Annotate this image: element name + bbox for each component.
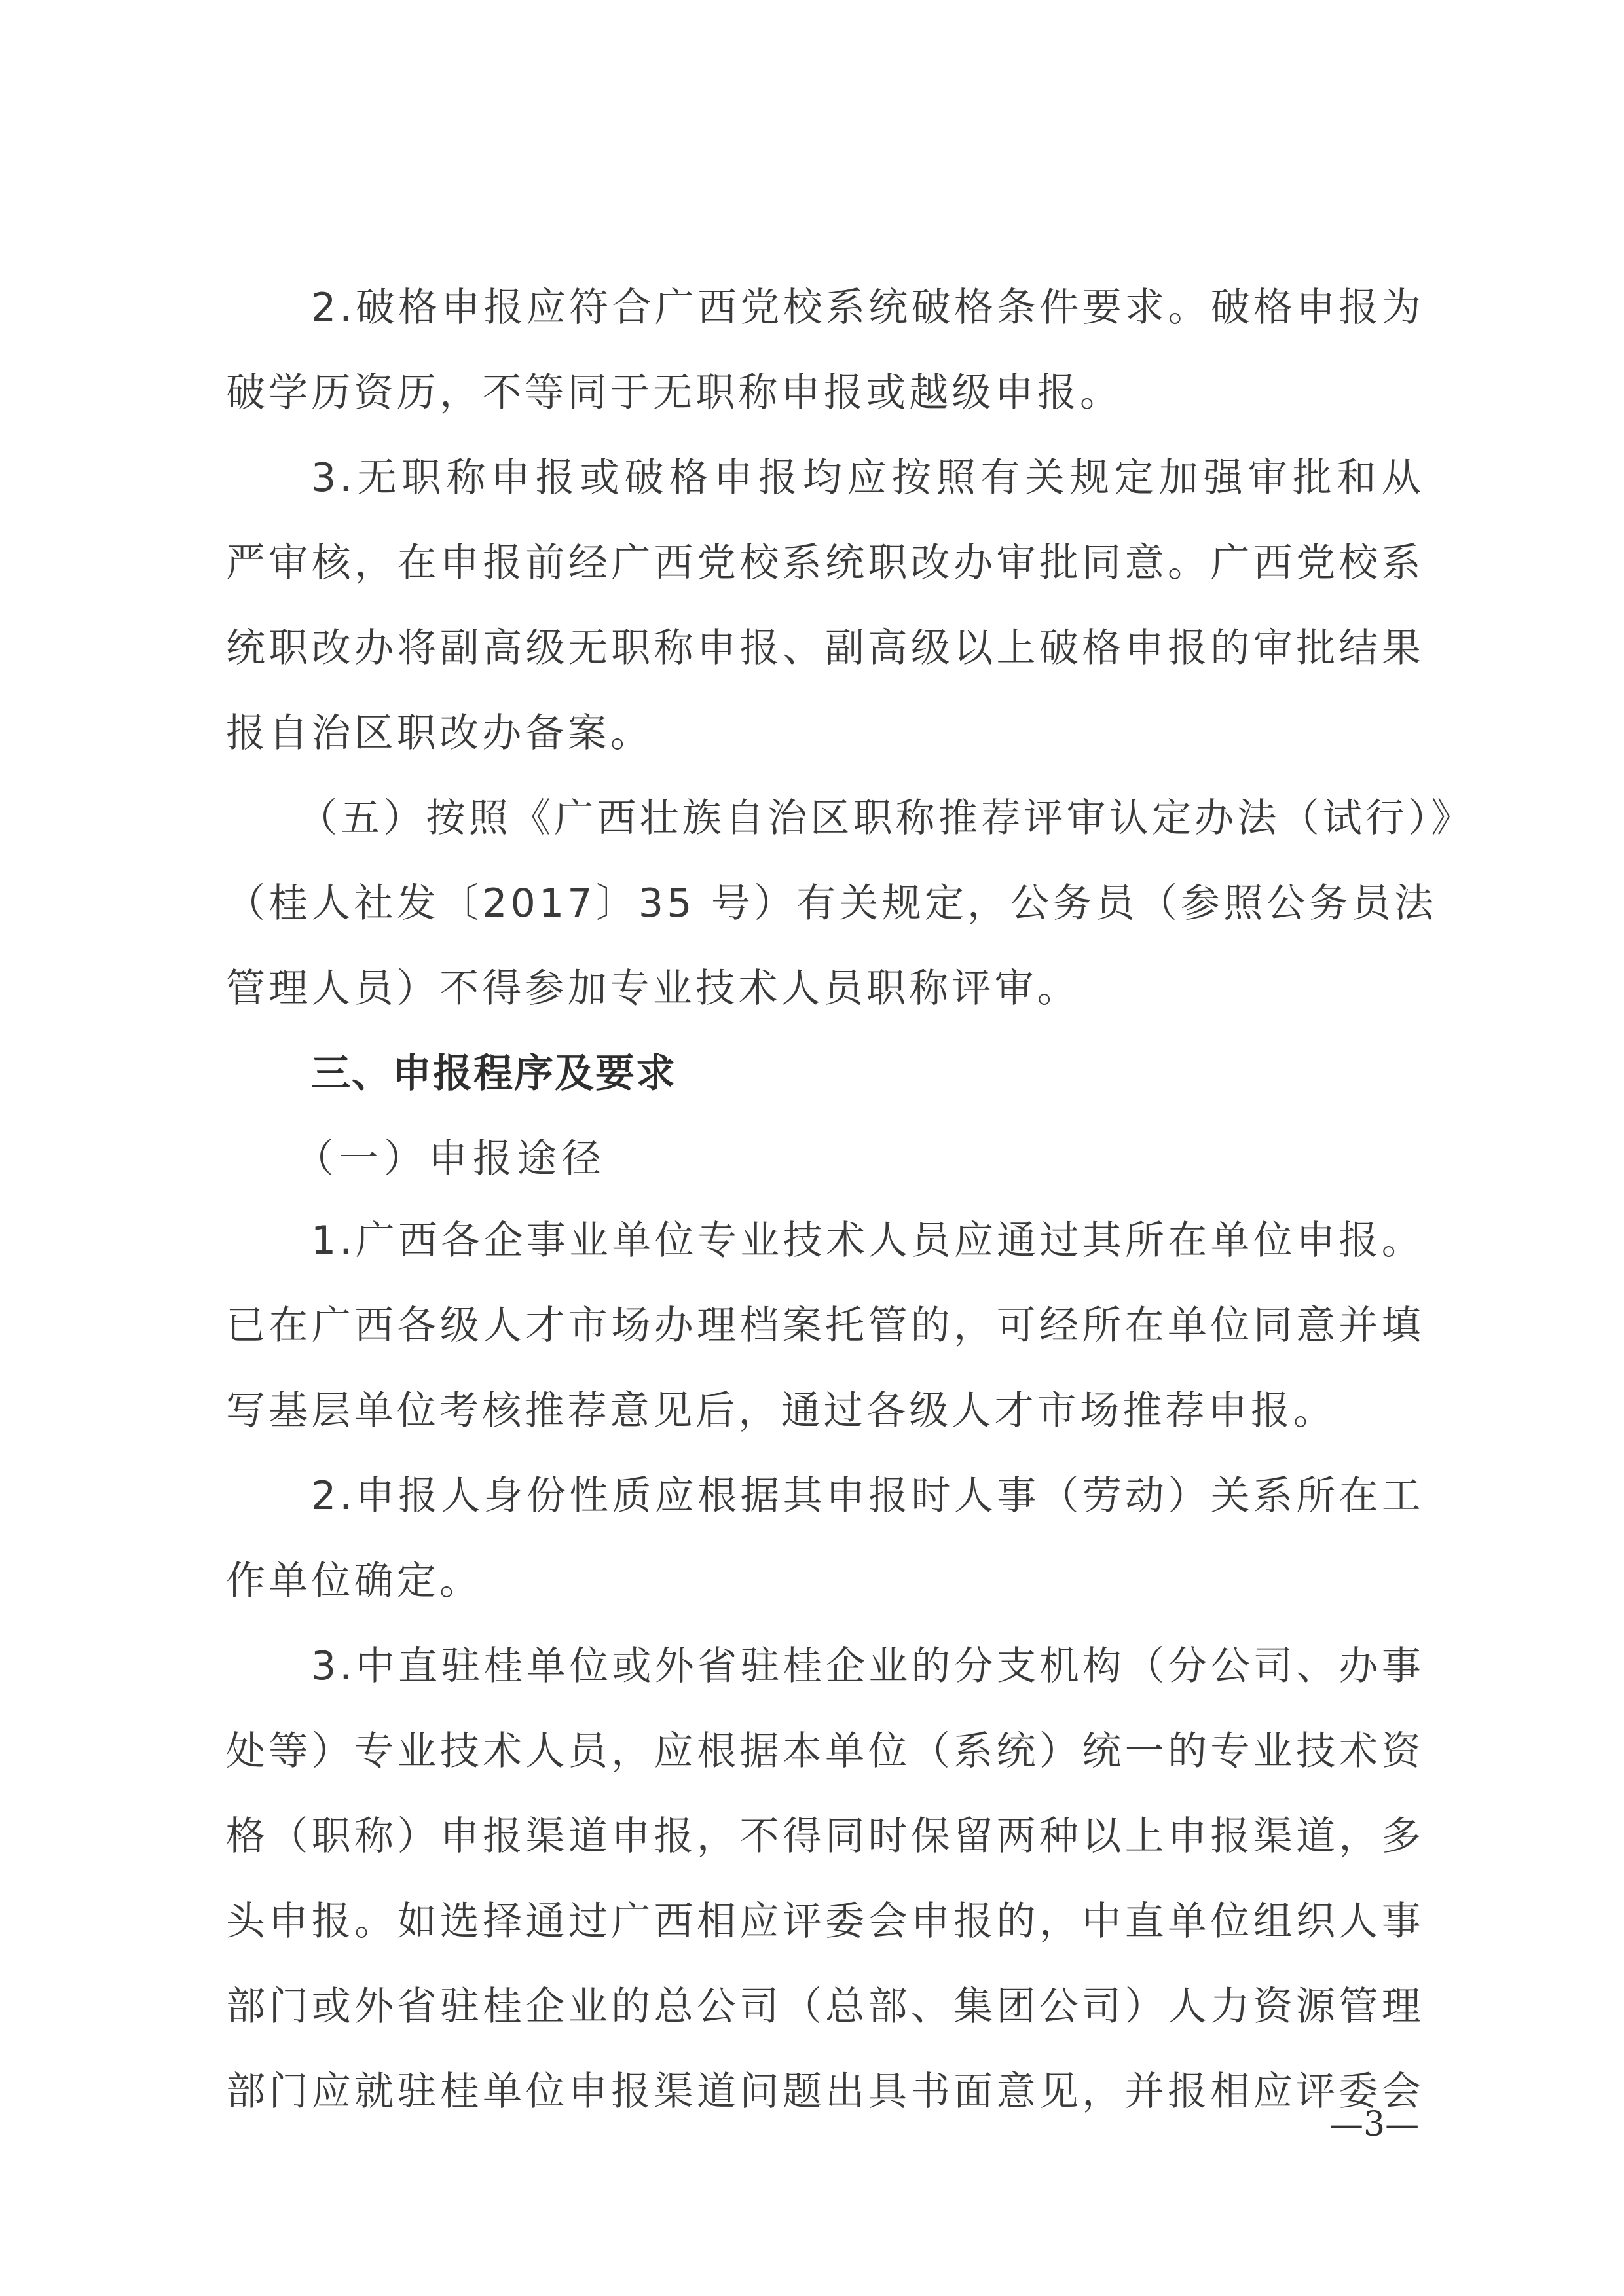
paragraph-line: （桂人社发〔2017〕35 号）有关规定，公务员（参照公务员法 <box>226 881 1437 926</box>
paragraph-line: 2.破格申报应符合广西党校系统破格条件要求。破格申报为 <box>311 285 1424 331</box>
paragraph-line: 管理人员）不得参加专业技术人员职称评审。 <box>226 966 1080 1011</box>
paragraph-line: 破学历资历，不等同于无职称申报或越级申报。 <box>226 370 1123 416</box>
page-number: —3— <box>1329 2105 1420 2144</box>
paragraph-line: 报自治区职改办备案。 <box>226 710 653 756</box>
paragraph-line: 写基层单位考核推荐意见后，通过各级人才市场推荐申报。 <box>226 1388 1337 1434</box>
paragraph-line: 统职改办将副高级无职称申报、副高级以上破格申报的审批结果 <box>226 625 1424 671</box>
paragraph-line: 处等）专业技术人员，应根据本单位（系统）统一的专业技术资 <box>226 1728 1424 1774</box>
paragraph-line: 格（职称）申报渠道申报，不得同时保留两种以上申报渠道，多 <box>226 1813 1424 1859</box>
paragraph-line: 作单位确定。 <box>226 1558 483 1604</box>
section-heading: 三、申报程序及要求 <box>311 1051 676 1097</box>
paragraph-line: 部门或外省驻桂企业的总公司（总部、集团公司）人力资源管理 <box>226 1984 1424 2030</box>
paragraph-line: 头申报。如选择通过广西相应评委会申报的，中直单位组织人事 <box>226 1899 1424 1944</box>
paragraph-line: 1.广西各企事业单位专业技术人员应通过其所在单位申报。 <box>311 1218 1424 1264</box>
paragraph-line: 严审核，在申报前经广西党校系统职改办审批同意。广西党校系 <box>226 540 1424 586</box>
paragraph-line: 已在广西各级人才市场办理档案托管的，可经所在单位同意并填 <box>226 1303 1424 1349</box>
paragraph-line: 3.中直驻桂单位或外省驻桂企业的分支机构（分公司、办事 <box>311 1643 1424 1689</box>
paragraph-line: （五）按照《广西壮族自治区职称推荐评审认定办法（试行）》 <box>298 795 1474 841</box>
paragraph-line: 3.无职称申报或破格申报均应按照有关规定加强审批和从 <box>311 455 1424 501</box>
paragraph-line: 部门应就驻桂单位申报渠道问题出具书面意见，并报相应评委会 <box>226 2069 1424 2115</box>
paragraph-line: 2.申报人身份性质应根据其申报时人事（劳动）关系所在工 <box>311 1473 1424 1519</box>
subsection-heading: （一）申报途径 <box>295 1136 606 1182</box>
